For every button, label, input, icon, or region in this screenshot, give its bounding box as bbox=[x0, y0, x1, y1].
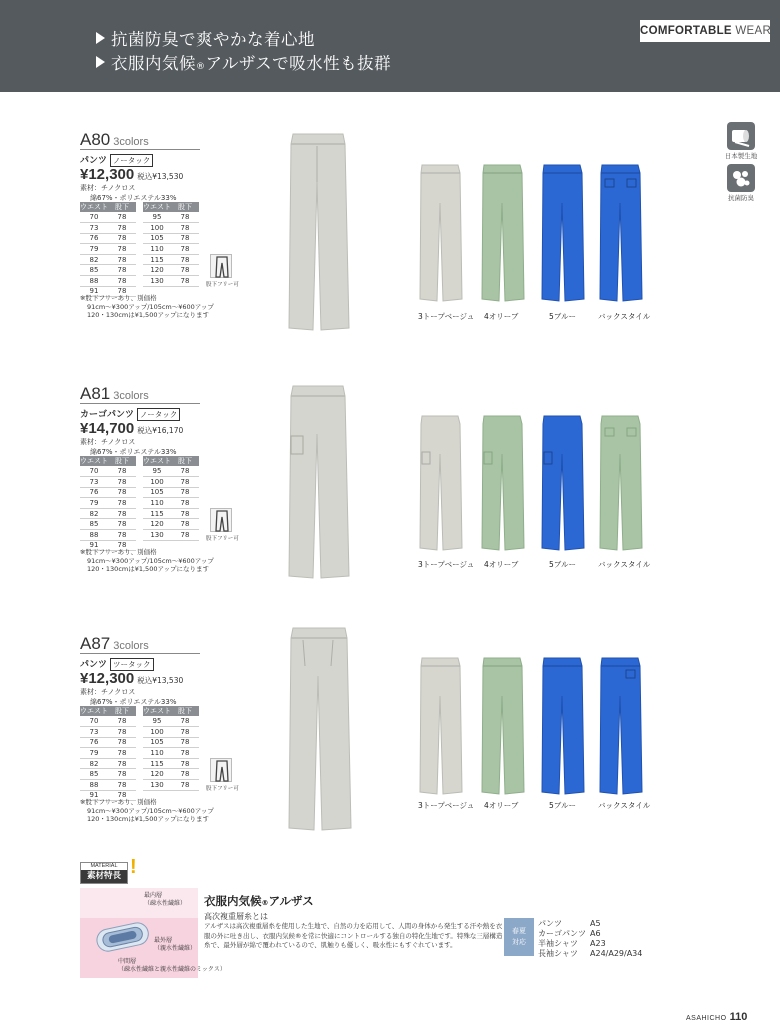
pants-photo-beige bbox=[418, 163, 464, 303]
inseam-header: 股下 bbox=[108, 202, 136, 212]
color-count: 3colors bbox=[113, 136, 149, 148]
divider bbox=[80, 149, 200, 150]
size-row bbox=[80, 233, 136, 244]
pants-photo-main bbox=[285, 132, 355, 332]
waist-value: 88 bbox=[80, 530, 108, 541]
caption-beige: 3トープベージュ bbox=[418, 312, 475, 321]
size-row bbox=[143, 244, 199, 255]
related-item-codes: A5 bbox=[590, 919, 601, 928]
season-label-2: 対応 bbox=[512, 938, 526, 946]
inseam-value: 78 bbox=[171, 530, 199, 541]
inseam-header: 股下 bbox=[171, 456, 199, 466]
waist-value: 70 bbox=[80, 716, 108, 727]
size-row bbox=[143, 769, 199, 780]
size-row bbox=[80, 254, 136, 265]
size-row bbox=[80, 727, 136, 738]
waist-value: 105 bbox=[143, 487, 171, 498]
size-row bbox=[80, 498, 136, 509]
material-line-2: 綿67%・ポリエステル33% bbox=[90, 698, 177, 706]
size-row bbox=[143, 498, 199, 509]
color-count: 3colors bbox=[113, 390, 149, 402]
label-middle-layer bbox=[118, 958, 226, 973]
page-number: 110 bbox=[729, 1011, 748, 1023]
size-header-row bbox=[80, 456, 136, 466]
waist-value: 91 bbox=[80, 286, 108, 297]
inseam-value: 78 bbox=[171, 244, 199, 255]
size-row bbox=[80, 487, 136, 498]
size-row bbox=[143, 265, 199, 276]
size-notes bbox=[80, 294, 214, 320]
size-row bbox=[143, 223, 199, 234]
headline-2-text-a: 衣服内気候 bbox=[111, 54, 196, 73]
waist-value: 76 bbox=[80, 487, 108, 498]
tuck-pants-photo-main bbox=[285, 626, 357, 831]
caption-olive: 4オリーブ bbox=[484, 801, 519, 810]
waist-value: 82 bbox=[80, 758, 108, 769]
waist-value: 79 bbox=[80, 748, 108, 759]
note-2: 91cm〜¥300アップ/105cm〜¥600アップ bbox=[87, 806, 214, 815]
waist-value: 85 bbox=[80, 769, 108, 780]
waist-value: 95 bbox=[143, 716, 171, 727]
size-row bbox=[143, 519, 199, 530]
related-item-codes: A24/A29/A34 bbox=[590, 949, 643, 958]
hem-free-icon bbox=[210, 508, 232, 532]
pants-photo-olive bbox=[480, 163, 526, 303]
waist-value: 100 bbox=[143, 727, 171, 738]
size-row bbox=[143, 254, 199, 265]
feature-label-made-in-japan: 日本製生地 bbox=[724, 152, 758, 160]
middle-layer-desc: （疎水性繊維と親水性繊維のミックス） bbox=[118, 965, 226, 973]
waist-header: ウエスト bbox=[143, 707, 171, 715]
size-notes bbox=[80, 798, 214, 824]
page-footer bbox=[686, 1005, 747, 1024]
waist-value: 76 bbox=[80, 233, 108, 244]
material-badge bbox=[80, 862, 128, 884]
divider bbox=[80, 403, 200, 404]
waist-value: 85 bbox=[80, 265, 108, 276]
waist-value: 130 bbox=[143, 780, 171, 791]
inseam-header: 股下 bbox=[171, 706, 199, 716]
material-line-2: 綿67%・ポリエステル33% bbox=[90, 194, 177, 202]
category-badge-light: WEAR bbox=[735, 25, 772, 37]
product-name-text: パンツ bbox=[80, 660, 108, 670]
inseam-value: 78 bbox=[171, 498, 199, 509]
inseam-value: 78 bbox=[171, 233, 199, 244]
waist-value: 130 bbox=[143, 530, 171, 541]
inseam-value: 78 bbox=[108, 212, 136, 223]
triangle-bullet-icon bbox=[96, 56, 105, 68]
waist-value: 91 bbox=[80, 540, 108, 551]
cargo-pants-photo-main bbox=[285, 384, 355, 579]
inseam-value: 78 bbox=[108, 276, 136, 287]
hem-free-label: 股下フリー可 bbox=[206, 282, 239, 288]
note-3: 120・130cmは¥1,500アップになります bbox=[87, 815, 210, 824]
inseam-value: 78 bbox=[171, 477, 199, 488]
inseam-value: 78 bbox=[171, 223, 199, 234]
waist-value: 76 bbox=[80, 737, 108, 748]
waist-value: 73 bbox=[80, 727, 108, 738]
size-row bbox=[80, 758, 136, 769]
size-header-row bbox=[143, 202, 199, 212]
product-code-text: A80 bbox=[80, 130, 111, 149]
waist-value: 70 bbox=[80, 212, 108, 223]
inseam-value: 78 bbox=[171, 727, 199, 738]
outer-layer-desc: （親水性繊維） bbox=[154, 944, 197, 952]
inseam-value: 78 bbox=[108, 466, 136, 477]
inseam-value: 78 bbox=[171, 212, 199, 223]
caption-blue: 5ブルー bbox=[549, 312, 576, 321]
product-a81 bbox=[0, 384, 780, 604]
inseam-value: 78 bbox=[171, 265, 199, 276]
material-info bbox=[80, 687, 177, 707]
related-item-name: パンツ bbox=[538, 919, 562, 928]
inseam-value: 78 bbox=[171, 487, 199, 498]
price bbox=[80, 668, 183, 687]
caption-beige: 3トープベージュ bbox=[418, 560, 475, 569]
caption-beige: 3トープベージュ bbox=[418, 801, 475, 810]
note-1: ※股下フリーあり、別価格 bbox=[80, 548, 157, 556]
tuck-pants-photo-beige bbox=[418, 656, 464, 796]
material-info bbox=[80, 183, 177, 203]
related-item-name: カーゴパンツ bbox=[538, 929, 586, 938]
caption-olive: 4オリーブ bbox=[484, 560, 519, 569]
waist-value: 79 bbox=[80, 244, 108, 255]
inseam-value: 78 bbox=[108, 286, 136, 297]
size-header-row bbox=[80, 202, 136, 212]
price-value: ¥12,300 bbox=[80, 166, 135, 183]
inseam-value: 78 bbox=[108, 519, 136, 530]
inseam-value: 78 bbox=[171, 466, 199, 477]
label-inner-layer bbox=[144, 892, 186, 907]
size-row bbox=[143, 508, 199, 519]
waist-value: 115 bbox=[143, 508, 171, 519]
note-3: 120・130cmは¥1,500アップになります bbox=[87, 311, 210, 320]
note-1: ※股下フリーあり、別価格 bbox=[80, 798, 157, 806]
inseam-value: 78 bbox=[108, 244, 136, 255]
divider bbox=[80, 653, 200, 654]
size-row bbox=[143, 716, 199, 727]
price-with-tax: 税込¥16,170 bbox=[137, 426, 184, 435]
note-1: ※股下フリーあり、別価格 bbox=[80, 294, 157, 302]
inseam-value: 78 bbox=[108, 780, 136, 791]
inseam-value: 78 bbox=[108, 748, 136, 759]
waist-value: 130 bbox=[143, 276, 171, 287]
season-label-1: 春夏 bbox=[512, 927, 526, 935]
size-row bbox=[80, 212, 136, 223]
hem-free-label: 股下フリー可 bbox=[206, 786, 239, 792]
note-2: 91cm〜¥300アップ/105cm〜¥600アップ bbox=[87, 302, 214, 311]
waist-value: 120 bbox=[143, 265, 171, 276]
size-table-left bbox=[80, 202, 136, 297]
waist-value: 95 bbox=[143, 212, 171, 223]
material-badge-en: MATERIAL bbox=[90, 863, 118, 869]
size-row bbox=[80, 276, 136, 287]
inseam-value: 78 bbox=[108, 233, 136, 244]
headline-2-text-b: アルザスで吸水性も抜群 bbox=[205, 54, 392, 73]
inseam-value: 78 bbox=[171, 758, 199, 769]
caption-blue: 5ブルー bbox=[549, 801, 576, 810]
hem-free-icon bbox=[210, 758, 232, 782]
price-value: ¥12,300 bbox=[80, 670, 135, 687]
product-code bbox=[80, 384, 149, 404]
material-title-b: アルザス bbox=[268, 894, 314, 908]
inseam-value: 78 bbox=[171, 716, 199, 727]
size-header-row bbox=[80, 706, 136, 716]
exclamation-mark: ! bbox=[130, 856, 137, 878]
waist-value: 120 bbox=[143, 519, 171, 530]
inseam-value: 78 bbox=[108, 727, 136, 738]
inner-layer-title: 最内層 bbox=[144, 892, 163, 899]
size-row bbox=[143, 780, 199, 791]
size-row bbox=[80, 519, 136, 530]
inseam-value: 78 bbox=[171, 508, 199, 519]
triangle-bullet-icon bbox=[96, 32, 105, 44]
size-row bbox=[80, 477, 136, 488]
waist-value: 120 bbox=[143, 769, 171, 780]
size-header-row bbox=[143, 706, 199, 716]
related-item-name: 長袖シャツ bbox=[538, 949, 578, 958]
product-a80 bbox=[0, 130, 780, 350]
size-row bbox=[80, 769, 136, 780]
inseam-value: 78 bbox=[108, 498, 136, 509]
inseam-value: 78 bbox=[171, 737, 199, 748]
size-row bbox=[143, 233, 199, 244]
cargo-pants-photo-back bbox=[598, 414, 644, 552]
size-table-right bbox=[143, 706, 199, 791]
material-line-1: 素材：チノクロス bbox=[80, 438, 136, 446]
size-row bbox=[143, 737, 199, 748]
waist-header: ウエスト bbox=[80, 457, 108, 465]
inseam-value: 78 bbox=[108, 758, 136, 769]
related-item-codes: A23 bbox=[590, 939, 606, 948]
cargo-pants-photo-blue bbox=[540, 414, 586, 552]
material-body: アルザスは高次複重層糸を使用した生地で、自然の力を応用して、人間の身体から発生する汗や熱を衣服の外に吐き出し、衣服内気候®を常に快適にコントロールする独自の特化生地です。特殊な三層構造糸で、最外層が綿で覆われているので、肌触りも優しく、吸水性にもすぐれています。 bbox=[204, 922, 503, 949]
waist-value: 105 bbox=[143, 737, 171, 748]
waist-value: 88 bbox=[80, 276, 108, 287]
label-outer-layer bbox=[154, 937, 196, 952]
caption-back-style: バックスタイル bbox=[598, 560, 651, 569]
tuck-pants-photo-blue bbox=[540, 656, 586, 796]
size-row bbox=[143, 212, 199, 223]
footer-brand: ASAHICHO bbox=[686, 1015, 727, 1022]
waist-value: 100 bbox=[143, 223, 171, 234]
inseam-value: 78 bbox=[108, 265, 136, 276]
material-title-a: 衣服内気候 bbox=[204, 894, 262, 908]
size-row bbox=[80, 530, 136, 541]
waist-value: 95 bbox=[143, 466, 171, 477]
headline-2 bbox=[96, 50, 391, 74]
waist-value: 110 bbox=[143, 748, 171, 759]
waist-value: 85 bbox=[80, 519, 108, 530]
material-line-2: 綿67%・ポリエステル33% bbox=[90, 448, 177, 456]
size-row bbox=[143, 758, 199, 769]
caption-back-style: バックスタイル bbox=[598, 801, 651, 810]
size-row bbox=[80, 716, 136, 727]
material-title bbox=[204, 893, 314, 909]
tuck-tag: ノータック bbox=[137, 408, 180, 421]
headline-1-text: 抗菌防臭で爽やかな着心地 bbox=[111, 30, 315, 49]
waist-value: 79 bbox=[80, 498, 108, 509]
waist-value: 105 bbox=[143, 233, 171, 244]
size-row bbox=[143, 276, 199, 287]
waist-value: 110 bbox=[143, 498, 171, 509]
related-item-codes: A6 bbox=[590, 929, 601, 938]
inseam-value: 78 bbox=[108, 223, 136, 234]
inseam-value: 78 bbox=[171, 748, 199, 759]
size-row bbox=[143, 727, 199, 738]
size-table-left bbox=[80, 456, 136, 551]
tuck-tag: ノータック bbox=[110, 154, 153, 167]
cargo-pants-photo-beige bbox=[418, 414, 464, 552]
waist-header: ウエスト bbox=[143, 203, 171, 211]
product-code bbox=[80, 130, 149, 150]
material-badge-jp: 素材特長 bbox=[81, 870, 127, 883]
price bbox=[80, 164, 183, 183]
tuck-tag: ツータック bbox=[110, 658, 154, 671]
cargo-pants-photo-olive bbox=[480, 414, 526, 552]
size-row bbox=[143, 530, 199, 541]
size-row bbox=[80, 737, 136, 748]
size-table-right bbox=[143, 456, 199, 541]
size-notes bbox=[80, 548, 214, 574]
inseam-value: 78 bbox=[108, 487, 136, 498]
season-badge bbox=[504, 918, 534, 956]
price-with-tax: 税込¥13,530 bbox=[137, 676, 184, 685]
size-row bbox=[143, 748, 199, 759]
waist-value: 88 bbox=[80, 780, 108, 791]
headline-1 bbox=[96, 26, 315, 50]
size-row bbox=[80, 780, 136, 791]
caption-blue: 5ブルー bbox=[549, 560, 576, 569]
size-row bbox=[80, 244, 136, 255]
waist-value: 82 bbox=[80, 254, 108, 265]
pants-photo-back bbox=[598, 163, 644, 303]
inseam-header: 股下 bbox=[171, 202, 199, 212]
inseam-value: 78 bbox=[108, 254, 136, 265]
hem-free-label: 股下フリー可 bbox=[206, 536, 239, 542]
waist-value: 110 bbox=[143, 244, 171, 255]
caption-back-style: バックスタイル bbox=[598, 312, 651, 321]
size-row bbox=[80, 466, 136, 477]
note-3: 120・130cmは¥1,500アップになります bbox=[87, 565, 210, 574]
color-count: 3colors bbox=[113, 640, 149, 652]
waist-value: 73 bbox=[80, 477, 108, 488]
waist-value: 100 bbox=[143, 477, 171, 488]
inseam-value: 78 bbox=[171, 780, 199, 791]
caption-olive: 4オリーブ bbox=[484, 312, 519, 321]
waist-value: 82 bbox=[80, 508, 108, 519]
inseam-value: 78 bbox=[108, 790, 136, 801]
pants-photo-blue bbox=[540, 163, 586, 303]
material-line-1: 素材：チノクロス bbox=[80, 184, 136, 192]
category-badge bbox=[640, 20, 770, 42]
material-line-1: 素材：チノクロス bbox=[80, 688, 136, 696]
inseam-value: 78 bbox=[108, 716, 136, 727]
inseam-value: 78 bbox=[108, 737, 136, 748]
product-code-text: A81 bbox=[80, 384, 111, 403]
size-table-left bbox=[80, 706, 136, 801]
tuck-pants-photo-back bbox=[598, 656, 644, 796]
inseam-value: 78 bbox=[108, 530, 136, 541]
product-name-text: カーゴパンツ bbox=[80, 410, 135, 420]
material-subtitle: 高次複重層糸とは bbox=[204, 912, 268, 921]
inseam-header: 股下 bbox=[108, 456, 136, 466]
size-header-row bbox=[143, 456, 199, 466]
inseam-value: 78 bbox=[108, 477, 136, 488]
price-value: ¥14,700 bbox=[80, 420, 135, 437]
inseam-value: 78 bbox=[108, 540, 136, 551]
size-row bbox=[80, 223, 136, 234]
feature-label-antibacterial: 抗菌防臭 bbox=[728, 194, 754, 202]
registered-mark: ® bbox=[196, 62, 206, 72]
inseam-value: 78 bbox=[108, 769, 136, 780]
product-name-text: パンツ bbox=[80, 156, 108, 166]
tuck-pants-photo-olive bbox=[480, 656, 526, 796]
size-row bbox=[80, 265, 136, 276]
product-code bbox=[80, 634, 149, 654]
waist-value: 70 bbox=[80, 466, 108, 477]
hem-free-icon bbox=[210, 254, 232, 278]
product-a87 bbox=[0, 634, 780, 854]
inner-layer-desc: （疎水性繊維） bbox=[144, 899, 187, 907]
size-table-right bbox=[143, 202, 199, 287]
inseam-header: 股下 bbox=[108, 706, 136, 716]
waist-value: 91 bbox=[80, 790, 108, 801]
inseam-value: 78 bbox=[171, 769, 199, 780]
inseam-value: 78 bbox=[171, 276, 199, 287]
category-badge-bold: COMFORTABLE bbox=[640, 25, 732, 37]
price-with-tax: 税込¥13,530 bbox=[137, 172, 184, 181]
middle-layer-title: 中間層 bbox=[118, 958, 137, 965]
waist-value: 115 bbox=[143, 758, 171, 769]
size-row bbox=[80, 748, 136, 759]
header-banner bbox=[0, 0, 780, 92]
size-row bbox=[80, 508, 136, 519]
outer-layer-title: 最外層 bbox=[154, 937, 173, 944]
material-info bbox=[80, 437, 177, 457]
material-title-reg: ® bbox=[261, 899, 269, 907]
size-row bbox=[143, 477, 199, 488]
price bbox=[80, 418, 183, 437]
size-row bbox=[143, 487, 199, 498]
inseam-value: 78 bbox=[171, 519, 199, 530]
size-row bbox=[143, 466, 199, 477]
waist-header: ウエスト bbox=[143, 457, 171, 465]
waist-header: ウエスト bbox=[80, 203, 108, 211]
note-2: 91cm〜¥300アップ/105cm〜¥600アップ bbox=[87, 556, 214, 565]
product-code-text: A87 bbox=[80, 634, 111, 653]
inseam-value: 78 bbox=[108, 508, 136, 519]
waist-header: ウエスト bbox=[80, 707, 108, 715]
related-item-name: 半袖シャツ bbox=[538, 939, 578, 948]
waist-value: 115 bbox=[143, 254, 171, 265]
waist-value: 73 bbox=[80, 223, 108, 234]
inseam-value: 78 bbox=[171, 254, 199, 265]
